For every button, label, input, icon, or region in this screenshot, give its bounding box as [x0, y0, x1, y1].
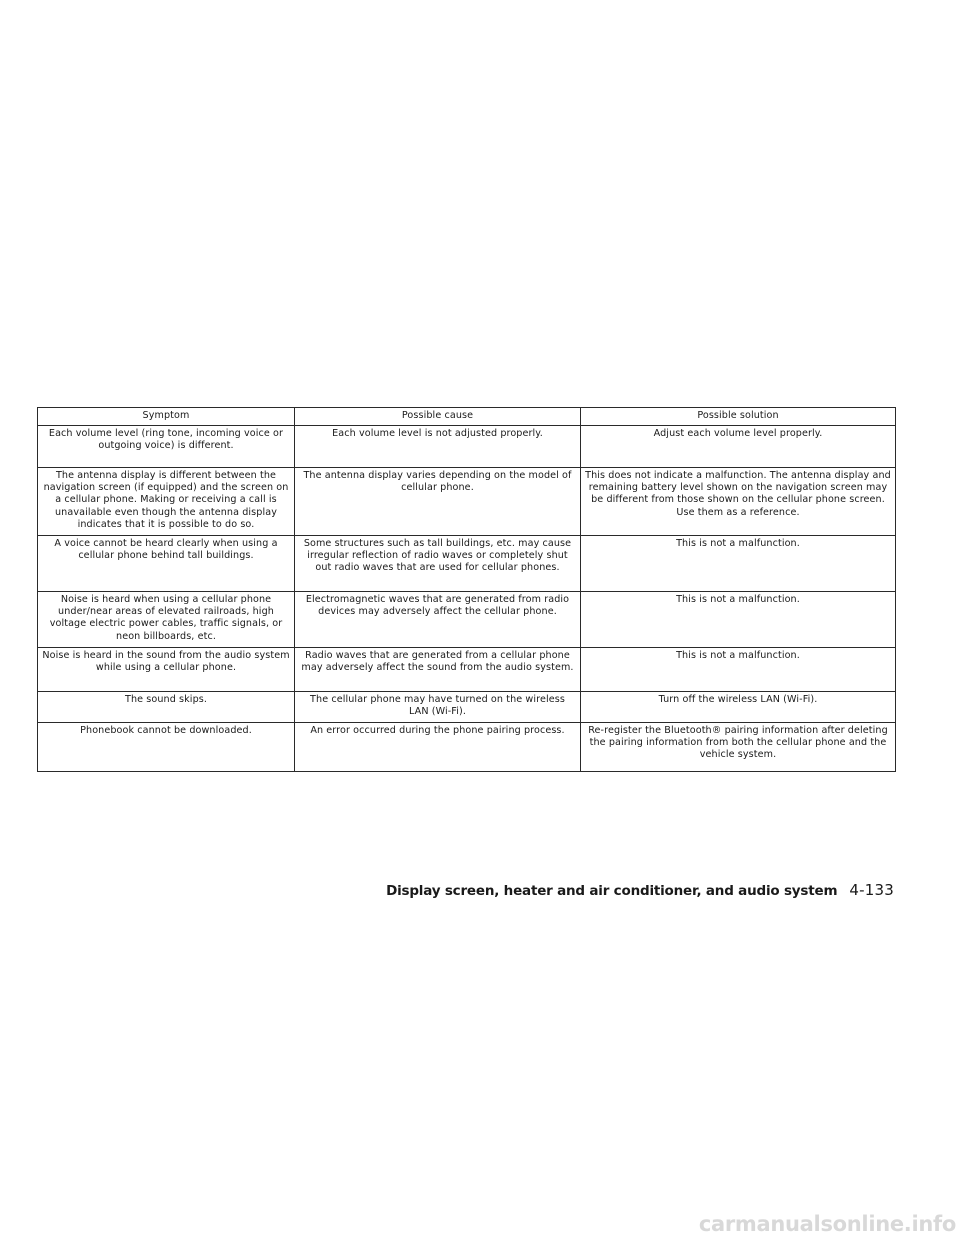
solution-cell: Adjust each volume level properly.	[581, 426, 896, 468]
cause-cell: The antenna display varies depending on the model of cellular phone.	[295, 468, 581, 536]
symptom-cell: The antenna display is different between the navigation screen (if equipped) and the screen on a cellular phone. Making or receiving a call is unavailable even though the antenna display indicates that it is possible to do so.	[38, 468, 295, 536]
cause-cell: Radio waves that are generated from a cellular phone may adversely affect the sound from the audio system.	[295, 648, 581, 692]
cause-cell: Electromagnetic waves that are generated from radio devices may adversely affect the cellular phone.	[295, 592, 581, 648]
symptom-cell: Phonebook cannot be downloaded.	[38, 723, 295, 772]
table-header-row	[38, 408, 896, 426]
solution-cell: This is not a malfunction.	[581, 648, 896, 692]
symptom-cell: Noise is heard when using a cellular phone under/near areas of elevated railroads, high voltage electric power cables, traffic signals, or neon billboards, etc.	[38, 592, 295, 648]
table-row	[38, 536, 896, 592]
solution-cell: This is not a malfunction.	[581, 592, 896, 648]
table-row	[38, 648, 896, 692]
table-row	[38, 592, 896, 648]
section-title: Display screen, heater and air conditioner, and audio system	[386, 883, 838, 899]
cause-cell: Some structures such as tall buildings, etc. may cause irregular reflection of radio waves or completely shut out radio waves that are used for cellular phones.	[295, 536, 581, 592]
solution-cell: This does not indicate a malfunction. The antenna display and remaining battery level shown on the navigation screen may be different from those shown on the cellular phone screen. Use them as a reference.	[581, 468, 896, 536]
symptom-cell: Each volume level (ring tone, incoming voice or outgoing voice) is different.	[38, 426, 295, 468]
solution-cell: This is not a malfunction.	[581, 536, 896, 592]
cause-cell: Each volume level is not adjusted properly.	[295, 426, 581, 468]
symptom-cell: A voice cannot be heard clearly when using a cellular phone behind tall buildings.	[38, 536, 295, 592]
cause-cell: The cellular phone may have turned on the wireless LAN (Wi-Fi).	[295, 692, 581, 723]
header-possible-solution: Possible solution	[581, 408, 896, 426]
site-watermark: carmanualsonline.info	[698, 1212, 956, 1236]
solution-cell: Turn off the wireless LAN (Wi-Fi).	[581, 692, 896, 723]
solution-cell: Re-register the Bluetooth® pairing information after deleting the pairing information from both the cellular phone and the vehicle system.	[581, 723, 896, 772]
table-row	[38, 468, 896, 536]
table-row	[38, 692, 896, 723]
troubleshooting-table	[37, 407, 896, 772]
page-number: 4-133	[849, 881, 894, 899]
page-footer	[386, 880, 894, 899]
header-symptom: Symptom	[38, 408, 295, 426]
symptom-cell: The sound skips.	[38, 692, 295, 723]
table-row	[38, 426, 896, 468]
table-row	[38, 723, 896, 772]
cause-cell: An error occurred during the phone pairing process.	[295, 723, 581, 772]
header-possible-cause: Possible cause	[295, 408, 581, 426]
symptom-cell: Noise is heard in the sound from the audio system while using a cellular phone.	[38, 648, 295, 692]
